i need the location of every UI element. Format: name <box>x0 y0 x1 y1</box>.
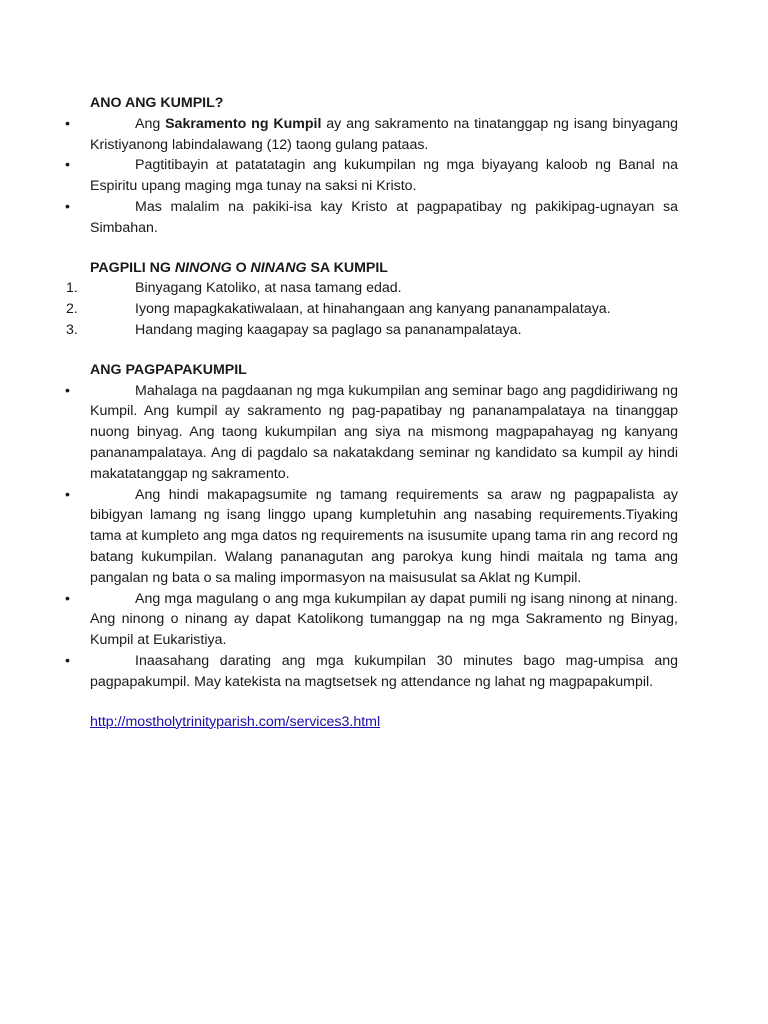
list-item: • Ang mga magulang o ang mga kukumpilan ay dapat pumili ng isang ninong at ninang. Ang ninong o ninang ay dapat Katolikong tumanggap na ng mga Sakramento ng Binyag, Kumpil at Eukaristiya. <box>65 590 678 649</box>
list-number: 2. <box>66 301 78 318</box>
heading-pagpili: PAGPILI NG NINONG O NINANG SA KUMPIL <box>90 259 388 276</box>
document-content <box>65 93 679 732</box>
bullet-icon: • <box>65 382 70 399</box>
source-link-container <box>90 712 678 733</box>
bullet-icon: • <box>65 198 70 215</box>
bullet-icon: • <box>65 115 70 132</box>
bullet-icon: • <box>65 652 70 669</box>
section-ano-ang-kumpil <box>65 93 679 239</box>
source-link[interactable]: http://mostholytrinityparish.com/services3.html <box>90 713 381 730</box>
list-item: • Inaasahang darating ang mga kukumpilan 30 minutes bago mag-umpisa ang pagpapakumpil. May katekista na magtsetsek ng attendance ng lahat ng magpapakumpil. <box>65 652 678 690</box>
numbered-item: 1. Binyagang Katoliko, at nasa tamang edad. <box>90 278 678 299</box>
list-number: 3. <box>66 321 78 338</box>
list-item: • Pagtitibayin at patatatagin ang kukumpilan ng mga biyayang kaloob ng Banal na Espiritu upang maging mga tunay na saksi ni Kristo. <box>65 157 678 195</box>
numbered-item: 3. Handang maging kaagapay sa paglago sa pananampalataya. <box>90 320 678 341</box>
numbered-item: 2. Iyong mapagkakatiwalaan, at hinahangaan ang kanyang pananampalataya. <box>90 299 678 320</box>
bullet-icon: • <box>65 486 70 503</box>
heading-ano-ang-kumpil: ANO ANG KUMPIL? <box>90 95 224 111</box>
list-item: • Mahalaga na pagdaanan ng mga kukumpilan ang seminar bago ang pagdidiriwang ng Kumpil. Ang kumpil ay sakramento ng pag-papatibay ng pananampalataya na tinanggap nuong binyag. Ang taong kukumpilan ang siya na mismong magpapahayag ng kanyang pananampalataya. Ang di pagdalo sa nakatakdang seminar ng kandidato sa kumpil ay hindi makatatanggap ng sakramento. <box>65 382 678 482</box>
bullet-icon: • <box>65 590 70 607</box>
list-item: • Mas malalim na pakiki-isa kay Kristo at pagpapatibay ng pakikipag-ugnayan sa Simbahan. <box>65 198 678 236</box>
list-item: • Ang Sakramento ng Kumpil ay ang sakramento na tinatanggap ng isang binyagang Kristiyanong labindalawang (12) taong gulang pataas. <box>65 115 679 153</box>
section-ang-pagpapakumpil <box>65 360 678 693</box>
list-number: 1. <box>66 280 78 297</box>
bullet-icon: • <box>65 157 70 174</box>
section-pagpili <box>66 258 678 341</box>
bold-term: Sakramento ng Kumpil <box>165 115 322 132</box>
heading-ang-pagpapakumpil: ANG PAGPAPAKUMPIL <box>90 361 247 378</box>
list-item: • Ang hindi makapagsumite ng tamang requirements sa araw ng pagpapalista ay bibigyan lamang ng isang linggo upang kumpletuhin ang nasabing requirements.Tiyaking tama at kumpleto ang mga datos ng requirements na isusumite upang tama rin ang record ng batang kukumpilan. Walang pananagutan ang parokya kung hindi maitala ng tama ang pangalan ng bata o sa maling impormasyon na maisusulat sa Aklat ng Kumpil. <box>65 486 678 586</box>
